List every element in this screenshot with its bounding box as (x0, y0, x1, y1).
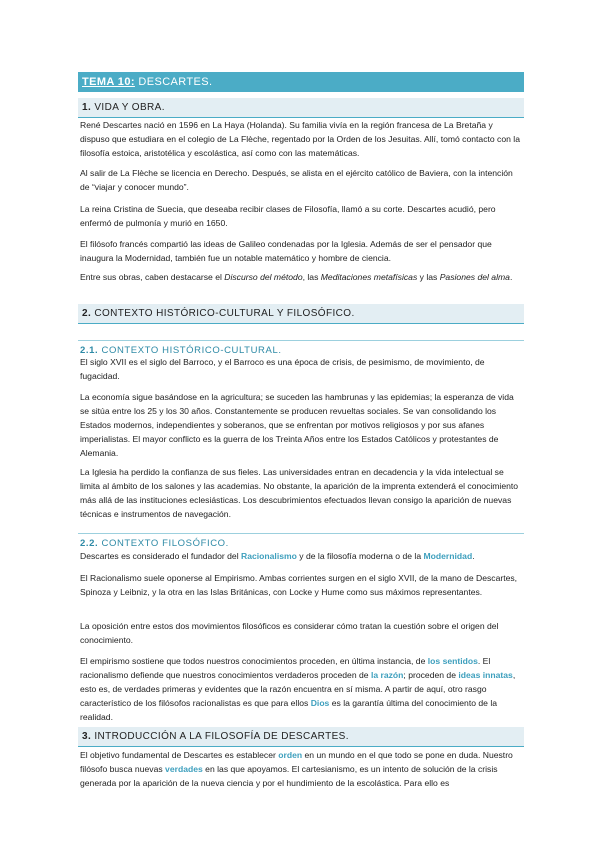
s2-p7-text-g: , esto es, de verdades primeras y evidentes que la razón encuentra en sí misma. A partir de aquí, otro rasgo característico de los filósofos racionalistas es que para ellos (80, 670, 516, 708)
section-3-title: INTRODUCCIÓN A LA FILOSOFÍA DE DESCARTES. (91, 731, 349, 742)
s2-p7-text-c: . El racionalismo defiende que nuestros conocimientos verdaderos proceden de (80, 656, 491, 680)
s1-paragraph-4: El filósofo francés compartió las ideas de Galileo condenadas por la Iglesia. Además de ser el pensador que inaugura la Modernidad, también fue un notable matemático y hombre de ciencia. (80, 239, 492, 263)
s2-paragraph-5: El Racionalismo suele oponerse al Empirismo. Ambas corrientes surgen en el siglo XVII, de la mano de Descartes, Spinoza y Leibniz, y la otra en las Islas Británicas, con Locke y Hume como sus máximos representantes. (80, 573, 518, 597)
s1-p5-text-e: y las (417, 272, 440, 282)
s1-paragraph-1: René Descartes nació en 1596 en La Haya (Holanda). Su familia vivía en la región francesa de La Bretaña y dispuso que estudiara en el colegio de La Flèche, regentado por la Orden de los Jesuitas. Allí, tomó contacto con la filosofía estoica, aristotélica y escolástica, así como con las matemáticas. (80, 120, 520, 158)
keyword-los-sentidos: los sentidos (427, 656, 478, 666)
s2-paragraph-1: El siglo XVII es el siglo del Barroco, y el Barroco es una época de crisis, de pesimismo, de movimiento, de fugacidad. (80, 357, 485, 381)
s2-p7-text-i: es la garantía última del conocimiento de la realidad. (80, 698, 498, 722)
s1-paragraph-2: Al salir de La Flèche se licencia en Derecho. Después, se alista en el ejército católico de Baviera, con la intención de “viajar y conocer mundo”. (80, 168, 513, 192)
subsection-2-2-number: 2.2. (80, 538, 99, 549)
work-discurso: Discurso del método (224, 272, 303, 282)
section-1-title: VIDA Y OBRA. (91, 102, 165, 113)
subsection-2-1-header (78, 340, 524, 356)
s2-p4-text-a: Descartes es considerado el fundador del (80, 551, 241, 561)
s2-p4-text-e: . (472, 551, 475, 561)
s2-paragraph-3: La Iglesia ha perdido la confianza de sus fieles. Las universidades entran en decadencia y la vida intelectual se limita al ámbito de los salones y las academias. No obstante, la aparición de la imprenta extenderá el conocimiento más allá de las instituciones eclesiásticas. Los descubrimientos efectuados llevan consigo la aparición de nuevas técnicas e instrumentos de navegación. (80, 467, 519, 519)
title-topic: TEMA 10: (82, 76, 135, 88)
s2-paragraph-6: La oposición entre estos dos movimientos filosóficos es considerar cómo tratan la cuestión sobre el origen del conocimiento. (80, 621, 499, 645)
section-1-header (78, 98, 524, 118)
s3-paragraph-1 (80, 748, 524, 790)
title-name: DESCARTES. (134, 76, 213, 88)
s1-paragraph-3: La reina Cristina de Suecia, que deseaba recibir clases de Filosofía, llamó a su corte. Descartes acudió, pero enfermó de pulmonía y murió en 1650. (80, 204, 496, 228)
s2-p7-text-a: El empirismo sostiene que todos nuestros conocimientos proceden, en última instancia, de (80, 656, 428, 666)
s1-p5-text-g: . (509, 272, 513, 282)
s3-p1-text-a: El objetivo fundamental de Descartes es establecer (80, 750, 279, 760)
subsection-2-1-title: CONTEXTO HISTÓRICO-CULTURAL. (98, 345, 282, 356)
section-2-title: CONTEXTO HISTÓRICO-CULTURAL Y FILOSÓFICO. (91, 308, 355, 319)
s2-paragraph-2: La economía sigue basándose en la agricultura; se suceden las hambrunas y las epidemias; la esperanza de vida se sitúa entre los 25 y los 30 años. Constantemente se producen revueltas sociales. Se van consolidando los Estados modernos, independientes y soberanos, que se enfrentan por motivos religiosos y por sus afanes imperialistas. El mayor conflicto es la guerra de los Treinta Años entre los Estados Católicos y protestantes de Alemania. (80, 392, 514, 458)
section-3-number: 3. (82, 731, 92, 742)
keyword-ideas-innatas: ideas innatas (458, 670, 513, 680)
keyword-dios: Dios (310, 698, 330, 708)
s1-p5-text-c: , las (302, 272, 321, 282)
s3-p1-text-c: en un mundo en el que todo se pone en duda. Nuestro filósofo busca nuevas (80, 750, 513, 774)
s2-paragraph-7 (80, 654, 524, 724)
s1-p5-text-a: Entre sus obras, caben destacarse el (80, 272, 225, 282)
subsection-2-1-number: 2.1. (80, 345, 99, 356)
keyword-racionalismo: Racionalismo (241, 551, 297, 561)
keyword-modernidad: Modernidad (423, 551, 473, 561)
section-1-number: 1. (82, 102, 92, 113)
work-meditaciones: Meditaciones metafísicas (320, 272, 418, 282)
keyword-verdades: verdades (165, 764, 203, 774)
s2-p4-text-c: y de la filosofía moderna o de la (296, 551, 424, 561)
keyword-orden: orden (278, 750, 303, 760)
s3-p1-text-e: en las que apoyamos. El cartesianismo, es un intento de solución de la crisis generada por la aparición de la nueva ciencia y por el hundimiento de la escolástica. Para ello es (80, 764, 498, 788)
section-2-number: 2. (82, 308, 92, 319)
keyword-la-razon: la razón (370, 670, 404, 680)
subsection-2-2-header (78, 533, 524, 549)
section-2-header (78, 304, 524, 324)
work-pasiones: Pasiones del alma (439, 272, 510, 282)
s1-paragraph-5 (80, 270, 524, 284)
section-3-header (78, 727, 524, 747)
s2-paragraph-4 (80, 549, 524, 563)
document-title (78, 72, 524, 92)
subsection-2-2-title: CONTEXTO FILOSÓFICO. (98, 538, 229, 549)
s2-p7-text-e: ; proceden de (403, 670, 459, 680)
